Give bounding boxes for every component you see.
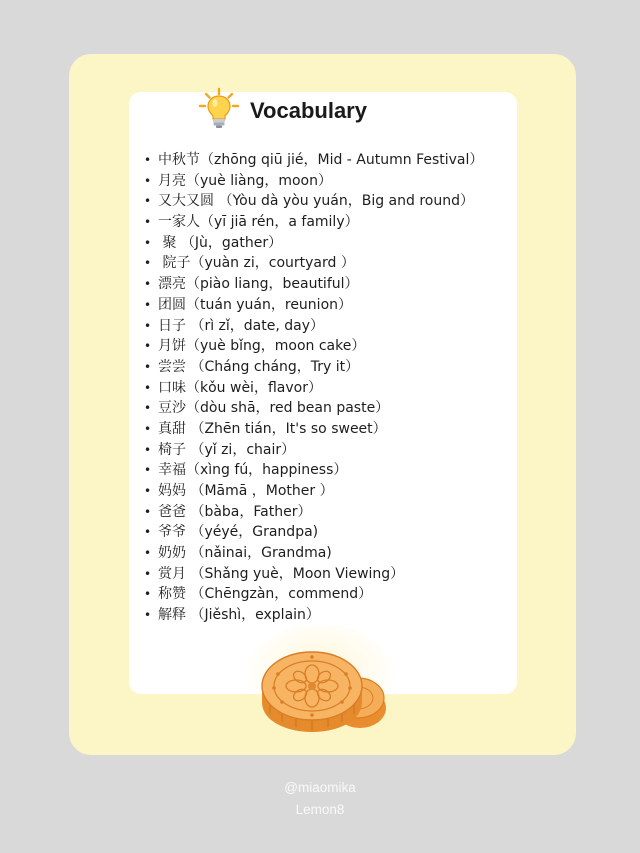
bullet-icon: • [144, 215, 152, 230]
vocab-entry: 爷爷 （yéyé，Grandpa) [158, 524, 319, 541]
vocab-entry: 真甜 （Zhēn tián，It's so sweet） [158, 420, 387, 437]
list-item [144, 233, 483, 254]
list-item [144, 150, 483, 171]
vocab-entry: 赏月 （Shǎng yuè，Moon Viewing） [158, 565, 405, 582]
list-item [144, 543, 483, 564]
list-item [144, 316, 483, 337]
vocabulary-list [144, 150, 483, 626]
watermark-handle: @miaomika [284, 780, 356, 795]
list-item [144, 253, 483, 274]
vocab-entry: 聚 （Jù，gather） [158, 234, 283, 251]
lightbulb-icon [197, 86, 241, 130]
vocab-entry: 月亮（yuè liàng，moon） [158, 172, 332, 189]
bullet-icon: • [144, 256, 152, 271]
vocab-entry: 奶奶 （nǎinai，Grandma) [158, 545, 332, 562]
list-item [144, 502, 483, 523]
list-item [144, 481, 483, 502]
vocab-entry: 团圆（tuán yuán，reunion） [158, 296, 353, 313]
list-item [144, 212, 483, 233]
bullet-icon: • [144, 484, 152, 498]
list-item [144, 522, 483, 543]
vocab-entry: 又大又圆 （Yòu dà yòu yuán，Big and round） [158, 193, 474, 210]
bullet-icon: • [144, 587, 152, 602]
bullet-icon: • [144, 194, 152, 209]
vocab-entry: 中秋节（zhōng qiū jié，Mid - Autumn Festival） [158, 152, 484, 168]
bullet-icon: • [144, 504, 152, 519]
vocab-entry: 口味（kǒu wèi，flavor） [158, 379, 322, 396]
bullet-icon: • [144, 566, 152, 581]
list-item [144, 584, 483, 605]
list-item [144, 357, 483, 378]
mooncake-icon [248, 626, 398, 736]
list-item [144, 336, 483, 357]
bullet-icon: • [144, 525, 152, 540]
bullet-icon: • [144, 401, 152, 416]
list-item [144, 191, 483, 212]
bullet-icon: • [144, 235, 152, 250]
list-item [144, 605, 483, 626]
vocab-entry: 日子 （rì zǐ，date, day） [158, 317, 325, 334]
watermark-brand: Lemon8 [295, 802, 345, 817]
list-item [144, 564, 483, 585]
list-item [144, 274, 483, 295]
bullet-icon: • [144, 339, 152, 354]
list-item [144, 295, 483, 316]
vocab-entry: 月饼（yuè bǐng，moon cake） [158, 338, 366, 355]
vocab-entry: 尝尝 （Cháng cháng，Try it） [158, 358, 360, 375]
page-title: Vocabulary [250, 98, 367, 123]
bullet-icon: • [144, 546, 152, 561]
list-item [144, 419, 483, 440]
vocab-entry: 漂亮（piào liang，beautiful） [158, 276, 359, 293]
vocab-entry: 解释 （Jiěshì，explain） [158, 607, 320, 624]
vocab-entry: 幸福（xìng fú，happiness） [158, 462, 348, 479]
vocab-entry: 称赞 （Chēngzàn，commend） [158, 586, 373, 603]
list-item [144, 460, 483, 481]
list-item [144, 398, 483, 419]
vocab-entry: 院子（yuàn zi，courtyard ） [158, 255, 355, 272]
bullet-icon: • [144, 442, 152, 457]
bullet-icon: • [144, 608, 152, 623]
vocab-entry: 爸爸 （bàba，Father） [158, 503, 312, 520]
bullet-icon: • [144, 153, 152, 167]
bullet-icon: • [144, 277, 152, 292]
bullet-icon: • [144, 318, 152, 333]
vocab-entry: 豆沙（dòu shā，red bean paste） [158, 400, 390, 417]
list-item [144, 378, 483, 399]
bullet-icon: • [144, 297, 152, 312]
vocab-entry: 一家人（yī jiā rén，a family） [158, 214, 359, 231]
bullet-icon: • [144, 173, 152, 188]
bullet-icon: • [144, 359, 152, 374]
vocab-entry: 椅子 （yǐ zi，chair） [158, 441, 296, 458]
list-item [144, 171, 483, 192]
list-item [144, 440, 483, 461]
bullet-icon: • [144, 421, 152, 436]
bullet-icon: • [144, 463, 152, 478]
bullet-icon: • [144, 380, 152, 395]
vocab-entry: 妈妈 （Māmā ，Mother ） [158, 483, 334, 499]
